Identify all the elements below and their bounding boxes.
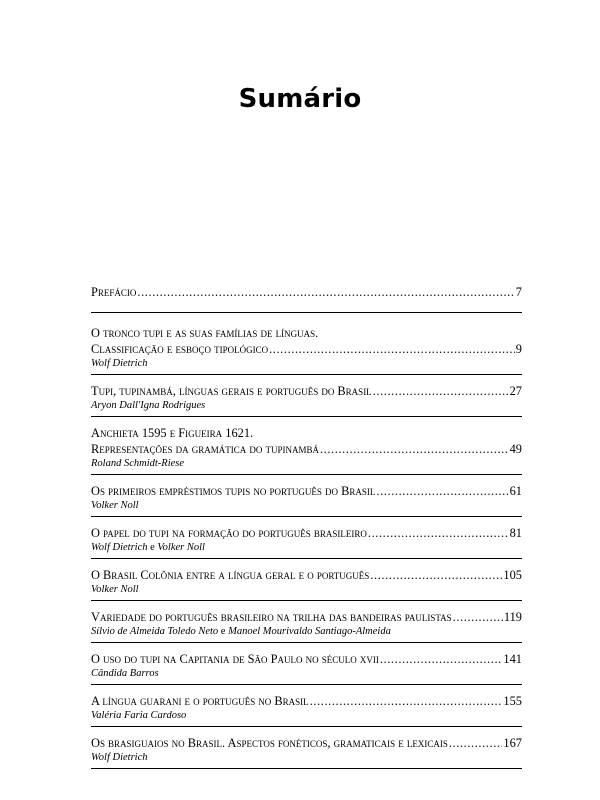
toc-entry (91, 517, 522, 559)
toc-entry (91, 417, 522, 475)
author-name: Cândida Barros (91, 668, 159, 679)
toc-entry-title: Anchieta 1595 e Figueira 1621. (91, 426, 254, 440)
author-name: Sílvio de Almeida Toledo Neto (91, 626, 219, 637)
toc-page-number: 167 (503, 736, 522, 750)
author-name: Valéria Faria Cardoso (91, 710, 187, 721)
table-of-contents (91, 284, 522, 769)
toc-entry-title-line[interactable] (91, 525, 522, 541)
toc-entry-title: A língua guarani e o português no Brasil (91, 694, 309, 708)
page-title: Sumário (238, 84, 362, 114)
toc-entry (91, 643, 522, 685)
leader-dots (368, 525, 509, 541)
toc-entry-title-line[interactable] (91, 567, 522, 583)
toc-authors (91, 457, 522, 471)
toc-authors (91, 357, 522, 371)
author-name: Aryon Dall'Igna Rodrigues (91, 400, 206, 411)
toc-authors (91, 541, 522, 555)
toc-page-number: 27 (509, 384, 522, 398)
leader-dots (380, 651, 503, 667)
toc-page-number: 7 (515, 285, 522, 299)
toc-authors (91, 399, 522, 413)
toc-authors (91, 751, 522, 765)
author-name: Volker Noll (91, 584, 139, 595)
toc-entry-title: Classificação e esboço tipológico (91, 342, 269, 356)
toc-entry-title: Representações da gramática do tupinambá (91, 442, 319, 456)
toc-entry (91, 375, 522, 417)
toc-authors (91, 499, 522, 513)
toc-entry-title-line[interactable] (91, 651, 522, 667)
toc-page-number: 119 (503, 610, 522, 624)
toc-entry-title: Prefácio (91, 285, 137, 299)
author-joiner: e (150, 542, 158, 553)
leader-dots (370, 567, 502, 583)
author-name: Volker Noll (157, 542, 205, 553)
leader-dots (310, 693, 503, 709)
toc-entry-title-line[interactable] (91, 609, 522, 625)
toc-page-number: 105 (503, 568, 522, 582)
toc-entry-title: Os primeiros empréstimos tupis no português do Brasil (91, 484, 376, 498)
toc-entry-title: Os brasiguaios no Brasil. Aspectos fonéticos, gramaticais e lexicais (91, 736, 448, 750)
toc-entry (91, 685, 522, 727)
toc-entry-title-line[interactable] (91, 483, 522, 499)
toc-entry-title-line (91, 425, 522, 441)
toc-entry (91, 559, 522, 601)
toc-authors (91, 667, 522, 681)
toc-entry (91, 727, 522, 769)
leader-dots (373, 383, 509, 399)
toc-page-number: 155 (503, 694, 522, 708)
toc-entry-title: Variedade do português brasileiro na trilha das bandeiras paulistas (91, 610, 452, 624)
toc-entry-title-line[interactable] (91, 693, 522, 709)
toc-authors (91, 625, 522, 639)
toc-entry-title-line[interactable] (91, 383, 522, 399)
leader-dots (449, 735, 503, 751)
toc-entry-title: O papel do tupi na formação do português brasileiro (91, 526, 367, 540)
toc-entry (91, 601, 522, 643)
author-name: Roland Schmidt-Riese (91, 458, 185, 469)
leader-dots (320, 441, 509, 457)
toc-entry-title-line[interactable] (91, 284, 522, 300)
toc-entry-title: O tronco tupi e as suas famílias de línguas. (91, 326, 319, 340)
leader-dots (137, 284, 514, 300)
toc-entry-title-line[interactable] (91, 441, 522, 457)
toc-entry-title-line (91, 325, 522, 341)
author-name: Wolf Dietrich (91, 542, 148, 553)
leader-dots (269, 341, 515, 357)
toc-entry-title: O Brasil Colônia entre a língua geral e o português (91, 568, 370, 582)
leader-dots (376, 483, 508, 499)
author-name: Manoel Mourivaldo Santiago-Almeida (228, 626, 391, 637)
author-joiner: e (220, 626, 229, 637)
leader-dots (453, 609, 503, 625)
toc-page-number: 49 (509, 442, 522, 456)
author-name: Wolf Dietrich (91, 358, 148, 369)
toc-entry-title-line[interactable] (91, 341, 522, 357)
toc-entry (91, 313, 522, 375)
toc-page-number: 9 (515, 342, 522, 356)
toc-authors (91, 583, 522, 597)
toc-page-number: 61 (509, 484, 522, 498)
toc-page-number: 81 (509, 526, 522, 540)
toc-entry-title: O uso do tupi na Capitania de São Paulo no século xvii (91, 652, 379, 666)
toc-authors (91, 709, 522, 723)
toc-entry-title: Tupi, tupinambá, línguas gerais e português do Brasil (91, 384, 372, 398)
author-name: Wolf Dietrich (91, 752, 148, 763)
toc-entry (91, 475, 522, 517)
toc-page-number: 141 (503, 652, 522, 666)
toc-entry (91, 284, 522, 313)
author-name: Volker Noll (91, 500, 139, 511)
toc-entry-title-line[interactable] (91, 735, 522, 751)
